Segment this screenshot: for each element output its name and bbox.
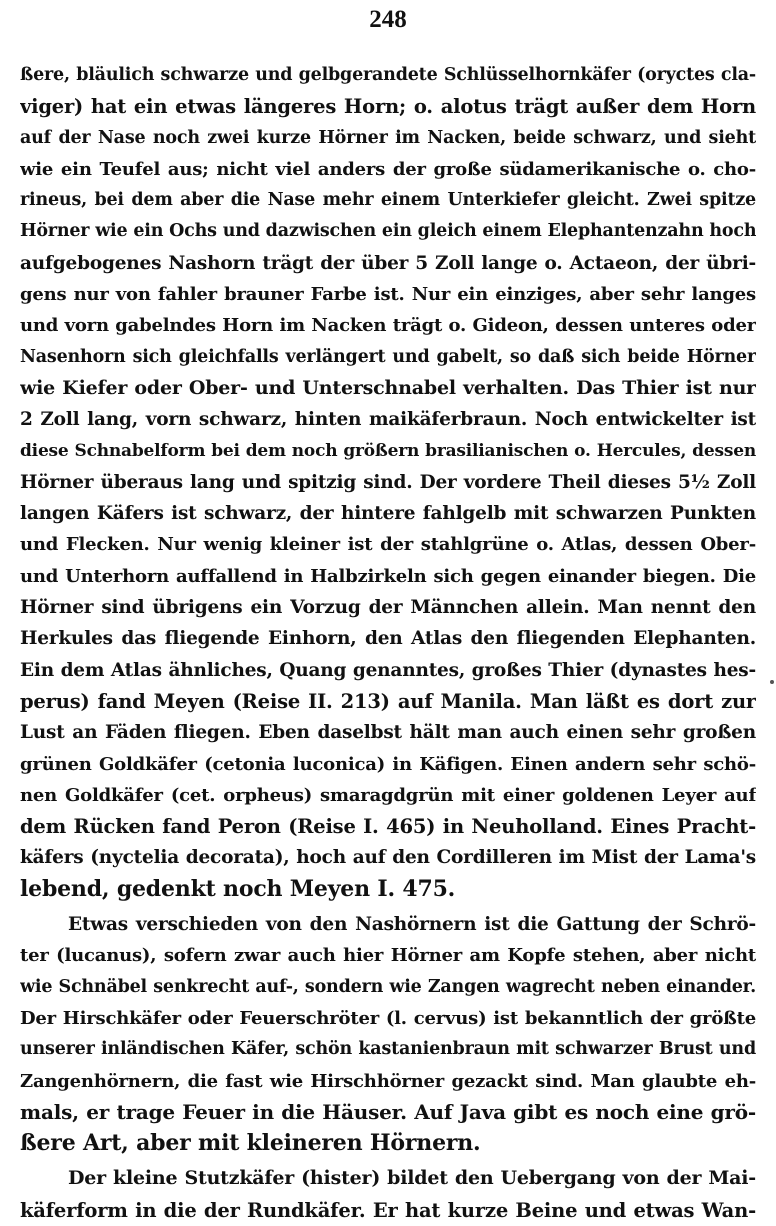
page-number: 248 [369, 6, 407, 33]
text-line: Der kleine Stutzkäfer (hister) bildet den Uebergang von der Mai- [68, 1167, 756, 1190]
text-line: langen Käfers ist schwarz, der hintere fahlgelb mit schwarzen Punkten [20, 503, 756, 525]
text-line: Nasenhorn sich gleichfalls verlängert und gabelt, so daß sich beide Hörner [20, 346, 756, 367]
text-line: grünen Goldkäfer (cetonia luconica) in Käfigen. Einen andern sehr schö- [20, 753, 756, 775]
text-line: wie Schnäbel senkrecht auf-, sondern wie Zangen wagrecht neben einander. [20, 976, 756, 997]
text-line: wie ein Teufel aus; nicht viel anders der große südamerikanische o. cho- [20, 158, 756, 180]
text-line: 2 Zoll lang, vorn schwarz, hinten maikäferbraun. Noch entwickelter ist [20, 409, 756, 431]
text-line: Herkules das fliegende Einhorn, den Atlas den fliegenden Elephanten. [20, 628, 756, 650]
text-line: perus) fand Meyen (Reise II. 213) auf Manila. Man läßt es dort zur [20, 689, 756, 713]
text-line: Ein dem Atlas ähnliches, Quang genanntes, großes Thier (dynastes hes- [20, 659, 756, 681]
text-line: nen Goldkäfer (cet. orpheus) smaragdgrün mit einer goldenen Leyer auf [20, 784, 756, 806]
text-line: Hörner wie ein Ochs und dazwischen ein gleich einem Elephantenzahn hoch [20, 221, 756, 242]
body-text [20, 60, 756, 1226]
scan-speck-decoration [770, 680, 774, 684]
text-line: und vorn gabelndes Horn im Nacken trägt o. Gideon, dessen unteres oder [20, 315, 756, 337]
text-line: diese Schnabelform bei dem noch größern brasilianischen o. Hercules, dessen [20, 440, 756, 461]
text-line: Der Hirschkäfer oder Feuerschröter (l. cervus) ist bekanntlich der größte [20, 1007, 756, 1029]
text-line: ßere Art, aber mit kleineren Hörnern. [20, 1130, 481, 1157]
text-line: mals, er trage Feuer in die Häuser. Auf Java gibt es noch eine grö- [20, 1099, 756, 1124]
text-line: gens nur von fahler brauner Farbe ist. Nur ein einziges, aber sehr langes [20, 284, 756, 306]
text-line: wie Kiefer oder Ober- und Unterschnabel verhalten. Das Thier ist nur [20, 376, 756, 399]
text-line: viger) hat ein etwas längeres Horn; o. alotus trägt außer dem Horn [20, 95, 756, 119]
text-line: rineus, bei dem aber die Nase mehr einem Unterkiefer gleicht. Zwei spitze [20, 190, 756, 211]
text-line: auf der Nase noch zwei kurze Hörner im Nacken, beide schwarz, und sieht [20, 127, 756, 148]
text-line: ßere, bläulich schwarze und gelbgerandete Schlüsselhornkäfer (oryctes cla- [20, 65, 756, 85]
text-line: lebend, gedenkt noch Meyen I. 475. [20, 875, 456, 902]
paragraph [20, 60, 756, 905]
text-line: Zangenhörnern, die fast wie Hirschhörner gezackt sind. Man glaubte eh- [20, 1070, 756, 1092]
text-line: ter (lucanus), sofern zwar auch hier Hörner am Kopfe stehen, aber nicht [20, 945, 756, 967]
text-line: und Flecken. Nur wenig kleiner ist der stahlgrüne o. Atlas, dessen Ober- [20, 534, 756, 556]
text-line: unserer inländischen Käfer, schön kastanienbraun mit schwarzer Brust und [20, 1039, 756, 1060]
text-line: Etwas verschieden von den Nashörnern ist die Gattung der Schrö- [68, 914, 756, 936]
text-line: käfers (nyctelia decorata), hoch auf den Cordilleren im Mist der Lama's [20, 847, 756, 869]
text-line: und Unterhorn auffallend in Halbzirkeln sich gegen einander biegen. Die [20, 565, 756, 587]
text-line: dem Rücken fand Peron (Reise I. 465) in Neuholland. Eines Pracht- [20, 815, 756, 839]
text-line: käferform in die der Rundkäfer. Er hat kurze Beine und etwas Wan- [20, 1198, 756, 1222]
paragraph [20, 909, 756, 1159]
text-line: aufgebogenes Nashorn trägt der über 5 Zoll lange o. Actaeon, der übri- [20, 252, 756, 274]
text-line: Lust an Fäden fliegen. Eben daselbst hält man auch einen sehr großen [20, 722, 756, 744]
paragraph [20, 1163, 756, 1226]
text-line: Hörner sind übrigens ein Vorzug der Männchen allein. Man nennt den [20, 597, 756, 619]
text-line: Hörner überaus lang und spitzig sind. Der vordere Theil dieses 5½ Zoll [20, 471, 756, 493]
